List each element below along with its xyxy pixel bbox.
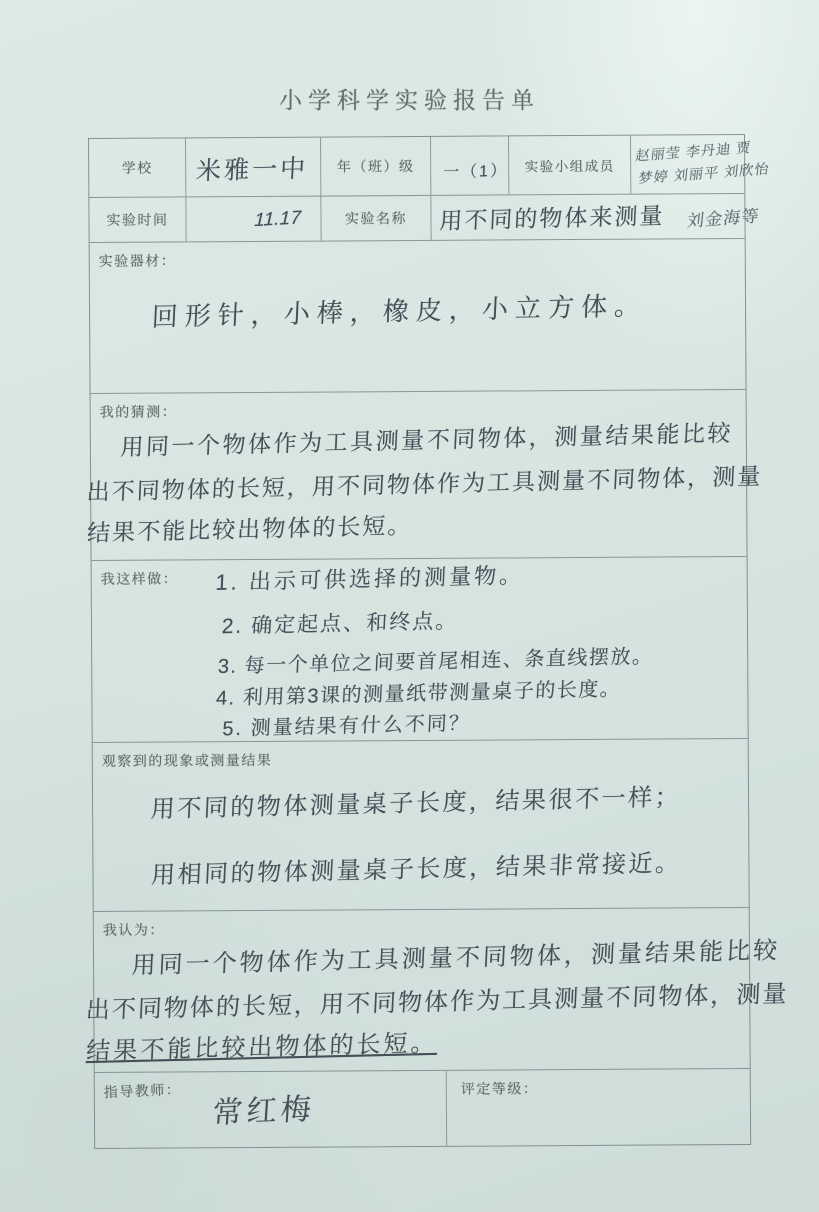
time-value-cell xyxy=(186,197,321,242)
observation-label: 观察到的现象或测量结果 xyxy=(101,751,273,769)
guess-section xyxy=(86,390,763,561)
conclusion-label: 我认为： xyxy=(102,921,165,938)
school-label: 学校 xyxy=(89,138,186,197)
steps-item2-handwritten: 2. 确定起点、和终点。 xyxy=(221,609,459,639)
members-label: 实验小组成员 xyxy=(509,136,631,195)
school-value-cell xyxy=(186,138,321,197)
steps-item3-handwritten: 3. 每一个单位之间要首尾相连、条直线摆放。 xyxy=(217,645,655,679)
experiment-name-label: 实验名称 xyxy=(321,196,431,241)
grade-value-handwritten: 一（1） xyxy=(442,162,509,182)
footer-row xyxy=(95,1069,750,1148)
report-table xyxy=(85,134,790,1149)
conclusion-line1-handwritten: 用同一个物体作为工具测量不同物体，测量结果能比较 xyxy=(130,937,781,980)
members-line1-handwritten: 赵丽莹 李丹迪 贾 xyxy=(634,138,753,164)
grade-label: 年（班）级 xyxy=(321,137,431,196)
steps-item1-handwritten: 1. 出示可供选择的测量物。 xyxy=(214,562,525,595)
page-title: 小学科学实验报告单 xyxy=(279,87,540,113)
observation-line1-handwritten: 用不同的物体测量桌子长度，结果很不一样； xyxy=(150,783,682,824)
guess-line2-handwritten: 出不同物体的长短，用不同物体作为工具测量不同物体，测量 xyxy=(86,462,763,505)
school-value-handwritten: 米雅一中 xyxy=(195,154,309,186)
materials-handwritten: 回形针，小棒，橡皮，小立方体。 xyxy=(151,290,648,332)
steps-item5-handwritten: 5. 测量结果有什么不同？ xyxy=(221,712,472,741)
steps-item4-handwritten: 4. 利用第3课的测量纸带测量桌子的长度。 xyxy=(215,678,622,710)
time-value-handwritten: 11.17 xyxy=(251,207,304,232)
header-row-2 xyxy=(89,194,761,243)
experiment-name-handwritten: 用不同的物体来测量 xyxy=(438,202,666,234)
materials-section xyxy=(90,239,746,394)
teacher-cell xyxy=(95,1071,447,1148)
teacher-name-handwritten: 常红梅 xyxy=(211,1092,316,1131)
rating-label: 评定等级： xyxy=(460,1080,539,1097)
experiment-name-value-cell xyxy=(431,194,761,240)
members-overflow-handwritten: 刘金海等 xyxy=(686,206,761,231)
conclusion-section xyxy=(85,908,790,1073)
conclusion-line2-handwritten: 出不同物体的长短，用不同物体作为工具测量不同物体，测量 xyxy=(85,980,790,1025)
steps-label: 我这样做： xyxy=(100,570,179,587)
materials-label: 实验器材： xyxy=(98,252,177,269)
conclusion-line3-handwritten: 结果不能比较出物体的长短。 xyxy=(85,1029,439,1066)
header-row-1 xyxy=(89,135,771,198)
members-line2-handwritten: 梦婷 刘丽平 刘欣怡 xyxy=(637,160,771,187)
steps-section xyxy=(92,557,748,743)
guess-label: 我的猜测： xyxy=(99,403,178,420)
time-label: 实验时间 xyxy=(89,197,186,242)
guess-line1-handwritten: 用同一个物体作为工具测量不同物体，测量结果能比较 xyxy=(119,419,734,461)
observation-line2-handwritten: 用相同的物体测量桌子长度，结果非常接近。 xyxy=(150,849,683,890)
teacher-label: 指导教师： xyxy=(103,1081,182,1101)
grade-value-cell xyxy=(431,136,509,194)
observation-section xyxy=(93,739,749,912)
guess-line3-handwritten: 结果不能比较出物体的长短。 xyxy=(86,512,414,546)
rating-cell xyxy=(447,1069,750,1146)
members-value-cell xyxy=(631,135,771,194)
